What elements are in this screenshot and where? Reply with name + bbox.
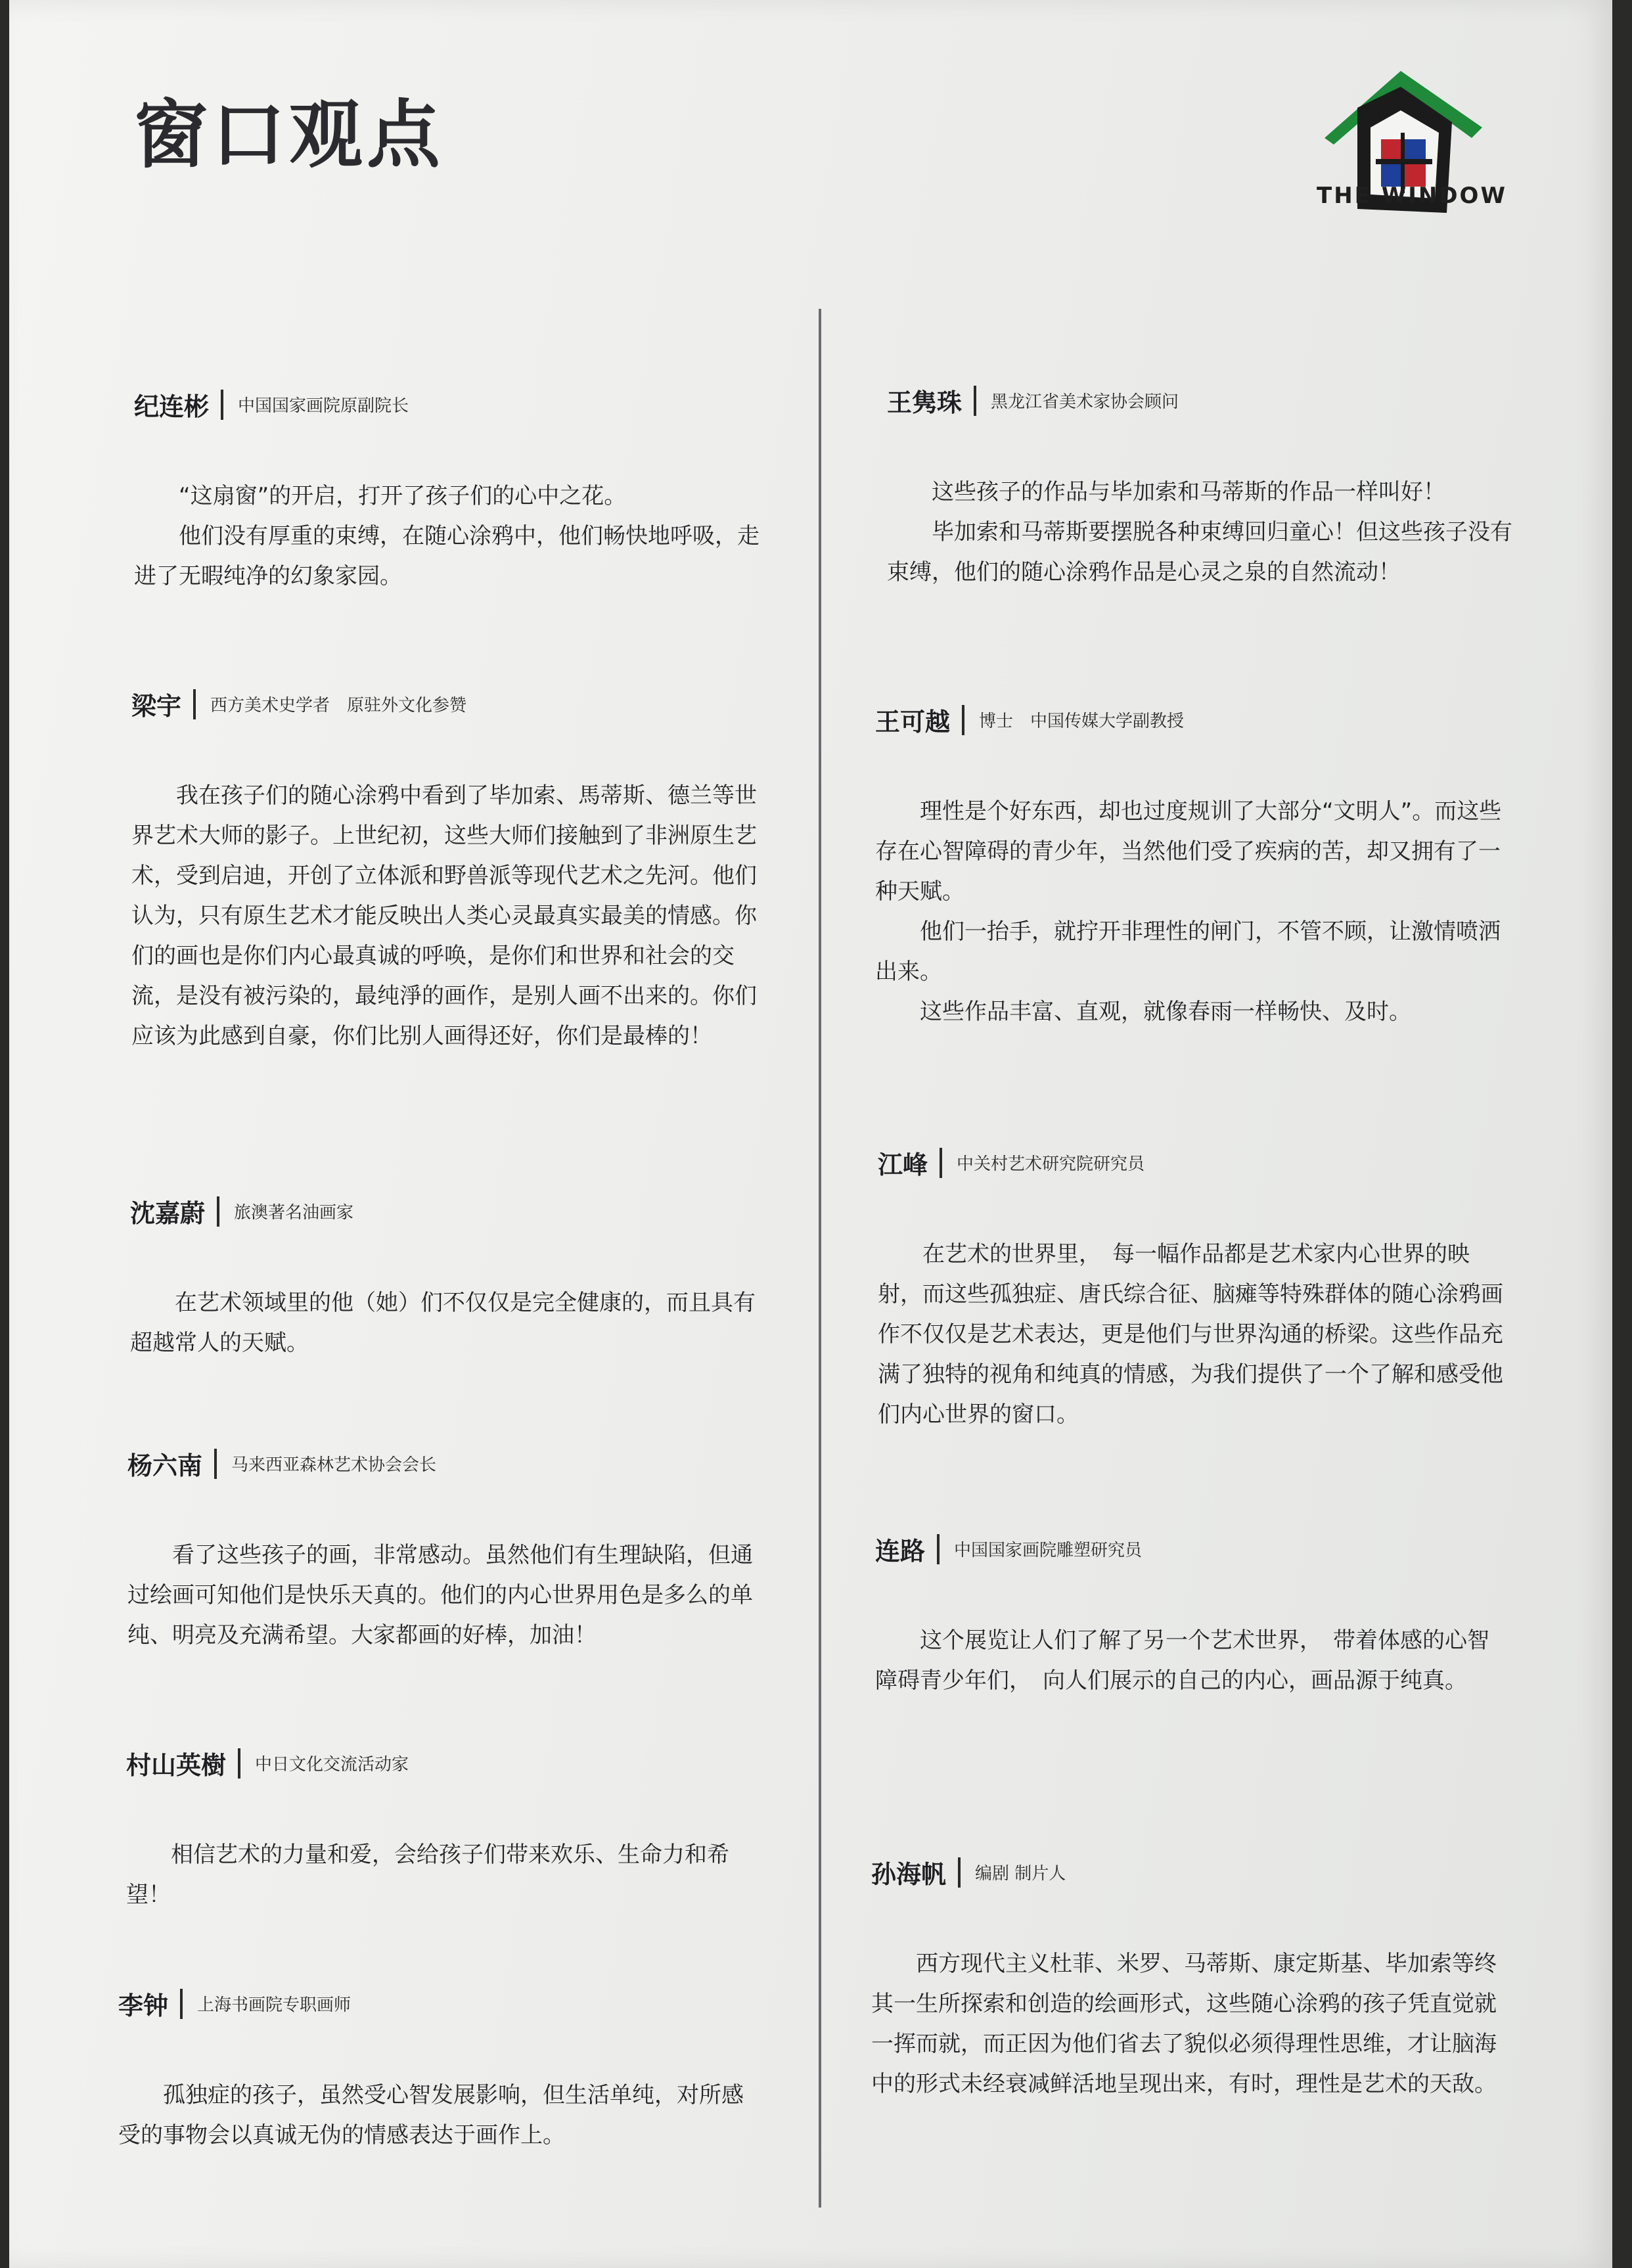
quote-entry-sun-haifan <box>871 1854 1502 2104</box>
quote-entry-jiang-feng <box>878 1145 1508 1435</box>
quote-entry-liang-yu <box>131 686 762 1056</box>
quote-entry-li-zhong <box>118 1985 749 2156</box>
quote-text <box>127 1535 758 1656</box>
entry-header <box>127 1445 758 1482</box>
quote-text <box>875 1621 1506 1701</box>
author-role: 马来西亚森林艺术协会会长 <box>231 1455 437 1475</box>
page-title: 窗口观点 <box>134 93 444 178</box>
author-role: 中关村艺术研究院研究员 <box>957 1154 1145 1174</box>
author-name: 王可越 <box>875 708 951 737</box>
author-role: 西方美术史学者 原驻外文化参赞 <box>210 696 467 715</box>
entry-header <box>131 686 762 722</box>
entry-header <box>871 1854 1502 1890</box>
quote-paragraph: 相信艺术的力量和爱，会给孩子们带来欢乐、生命力和希望！ <box>126 1842 729 1908</box>
quote-paragraph: “这扇窗”的开启，打开了孩子们的心中之花。 <box>179 483 627 509</box>
author-name: 孙海帆 <box>871 1860 947 1889</box>
name-separator <box>193 689 196 719</box>
name-separator <box>962 705 964 735</box>
name-separator <box>214 1449 217 1479</box>
quote-paragraph: 孤独症的孩子，虽然受心智发展影响，但生活单纯，对所感受的事物会以真诚无伪的情感表达于画作上。 <box>118 2082 744 2148</box>
quote-text <box>134 476 765 597</box>
name-separator <box>940 1148 942 1178</box>
author-role: 编剧 制片人 <box>975 1864 1066 1884</box>
author-role: 黑龙江省美术家协会顾问 <box>991 392 1179 412</box>
quote-text <box>871 1944 1502 2104</box>
entry-header <box>887 382 1518 419</box>
entry-header <box>126 1745 757 1781</box>
entry-header <box>875 702 1506 738</box>
author-name: 纪连彬 <box>134 392 210 421</box>
quote-text <box>131 776 762 1056</box>
entry-header <box>878 1145 1508 1181</box>
quote-paragraph: 在艺术领域里的他（她）们不仅仅是完全健康的，而且具有超越常人的天赋。 <box>130 1290 756 1356</box>
entry-header <box>875 1531 1506 1567</box>
quote-paragraph: 这些作品丰富、直观，就像春雨一样畅快、及时。 <box>920 999 1411 1025</box>
author-name: 李钟 <box>118 1991 169 2020</box>
column-divider <box>819 309 821 2208</box>
author-role: 旅澳著名油画家 <box>234 1203 354 1223</box>
quote-entry-ji-lianbin <box>134 386 765 597</box>
quote-paragraph: 我在孩子们的随心涂鸦中看到了毕加索、馬蒂斯、德兰等世界艺术大师的影子。上世纪初，这些大师们接触到了非洲原生艺术，受到启迪，开创了立体派和野兽派等现代艺术之先河。他们认为，只有原生艺术才能反映出人类心灵最真实最美的情感。你们的画也是你们内心最真诚的呼唤，是你们和世界和社会的交流，是没有被污染的，最纯淨的画作，是别人画不出来的。你们应该为此感到自豪，你们比别人画得还好，你们是最棒的！ <box>131 782 757 1049</box>
author-name: 沈嘉蔚 <box>130 1199 206 1228</box>
quote-text <box>126 1835 757 1915</box>
name-separator <box>221 390 223 420</box>
quote-text <box>887 472 1518 593</box>
quote-paragraph: 毕加索和马蒂斯要摆脱各种束缚回归童心！但这些孩子没有束缚，他们的随心涂鸦作品是心灵之泉的自然流动！ <box>887 519 1512 585</box>
name-separator <box>217 1196 219 1227</box>
quote-paragraph: 看了这些孩子的画，非常感动。虽然他们有生理缺陷，但通过绘画可知他们是快乐天真的。他们的内心世界用色是多么的单纯、明亮及充满希望。大家都画的好棒，加油！ <box>127 1542 753 1648</box>
author-name: 梁宇 <box>131 692 182 721</box>
entry-header <box>118 1985 749 2022</box>
quote-paragraph: 他们没有厚重的束缚，在随心涂鸦中，他们畅快地呼吸，走进了无暇纯净的幻象家园。 <box>134 523 759 589</box>
exhibition-board <box>9 0 1612 2268</box>
quote-entry-lian-lu <box>875 1531 1506 1701</box>
author-name: 杨六南 <box>127 1451 203 1480</box>
quote-entry-wang-keyue <box>875 702 1506 1032</box>
quote-entry-murayama <box>126 1745 757 1915</box>
author-name: 江峰 <box>878 1150 928 1179</box>
author-role: 中日文化交流活动家 <box>255 1755 409 1775</box>
author-role: 中国国家画院雕塑研究员 <box>954 1541 1143 1560</box>
author-name: 村山英樹 <box>126 1751 227 1780</box>
name-separator <box>180 1989 183 2019</box>
quote-paragraph: 在艺术的世界里， 每一幅作品都是艺术家内心世界的映射，而这些孤独症、唐氏综合征、脑瘫等特殊群体的随心涂鸦画作不仅仅是艺术表达，更是他们与世界沟通的桥梁。这些作品充满了独特的视角和纯真的情感，为我们提供了一个了解和感受他们内心世界的窗口。 <box>878 1241 1503 1428</box>
quote-paragraph: 他们一抬手，就拧开非理性的闸门，不管不顾，让激情喷洒出来。 <box>875 919 1501 985</box>
author-name: 王隽珠 <box>887 388 963 417</box>
quote-paragraph: 这些孩子的作品与毕加索和马蒂斯的作品一样叫好！ <box>932 479 1445 505</box>
name-separator <box>937 1534 940 1564</box>
quote-paragraph: 西方现代主义杜菲、米罗、马蒂斯、康定斯基、毕加索等终其一生所探索和创造的绘画形式，这些随心涂鸦的孩子凭直觉就一挥而就，而正因为他们省去了貌似必须得理性思维，才让脑海中的形式未经衰减鲜活地呈现出来，有时，理性是艺术的天敌。 <box>871 1951 1497 2097</box>
quote-entry-shen-jiawei <box>130 1193 761 1363</box>
quote-paragraph: 这个展览让人们了解了另一个艺术世界， 带着体感的心智障碍青少年们， 向人们展示的自己的内心，画品源于纯真。 <box>875 1627 1489 1694</box>
author-role: 中国国家画院原副院长 <box>238 396 409 416</box>
name-separator <box>974 386 976 416</box>
author-role: 上海书画院专职画师 <box>197 1995 351 2015</box>
author-name: 连路 <box>875 1537 926 1566</box>
entry-header <box>130 1193 761 1229</box>
name-separator <box>958 1857 961 1888</box>
quote-text <box>875 792 1506 1032</box>
quote-paragraph: 理性是个好东西，却也过度规训了大部分“文明人”。而这些存在心智障碍的青少年，当然他们受了疾病的苦，却又拥有了一种天赋。 <box>875 798 1502 905</box>
author-role: 博士 中国传媒大学副教授 <box>979 712 1185 731</box>
quote-text <box>130 1283 761 1363</box>
entry-header <box>134 386 765 422</box>
logo-text: THE WINDOW <box>1317 183 1507 209</box>
quote-entry-yang-liunan <box>127 1445 758 1656</box>
quote-text <box>118 2075 749 2156</box>
name-separator <box>238 1748 240 1779</box>
quote-text <box>878 1235 1508 1435</box>
quote-entry-wang-junzhu <box>887 382 1518 593</box>
